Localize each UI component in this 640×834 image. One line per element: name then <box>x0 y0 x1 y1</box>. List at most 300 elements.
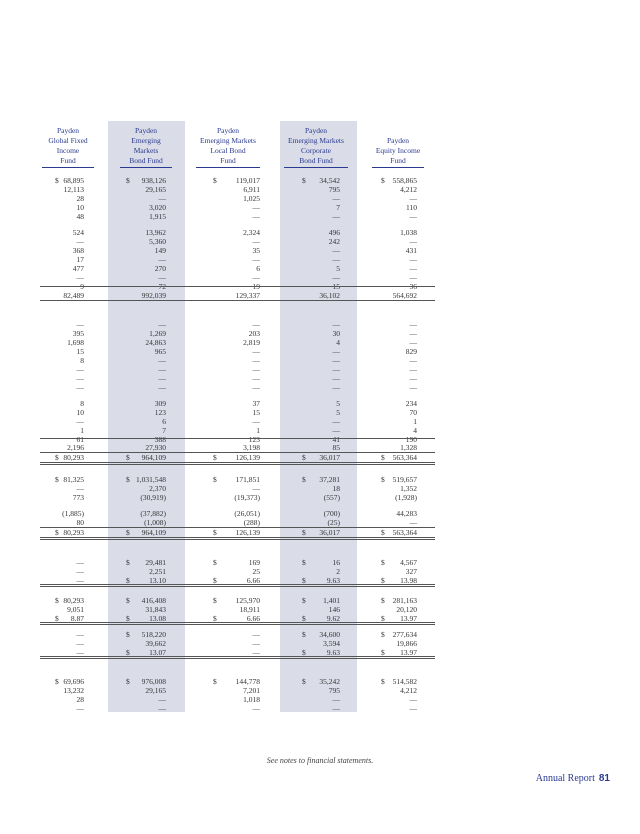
table-cell: 938,126 <box>141 176 166 185</box>
table-cell: 20,120 <box>396 605 417 614</box>
table-cell: — <box>409 273 417 282</box>
currency-symbol: $ <box>126 176 130 185</box>
currency-symbol: $ <box>126 475 130 484</box>
table-cell: 3,198 <box>243 443 260 452</box>
table-row <box>0 695 640 704</box>
table-cell: 1,025 <box>243 194 260 203</box>
table-row <box>0 228 640 237</box>
table-cell: — <box>332 246 340 255</box>
table-cell: 368 <box>72 246 84 255</box>
total-rule <box>40 452 435 453</box>
currency-symbol: $ <box>213 453 217 462</box>
table-cell: — <box>252 365 260 374</box>
table-cell: 5,360 <box>149 237 166 246</box>
table-row <box>0 528 640 537</box>
currency-symbol: $ <box>126 576 130 585</box>
currency-symbol: $ <box>302 475 306 484</box>
double-rule <box>40 537 435 540</box>
table-cell: 123 <box>154 408 166 417</box>
table-row <box>0 639 640 648</box>
table-cell: 39,662 <box>145 639 166 648</box>
table-row <box>0 426 640 435</box>
table-cell: 37 <box>252 399 260 408</box>
table-cell: 190 <box>405 435 417 444</box>
table-cell: — <box>332 320 340 329</box>
table-cell: 795 <box>328 686 340 695</box>
table-row <box>0 408 640 417</box>
table-cell: (700) <box>323 509 340 518</box>
table-cell: 2 <box>336 567 340 576</box>
table-cell: — <box>252 356 260 365</box>
table-row <box>0 567 640 576</box>
table-cell: — <box>252 212 260 221</box>
table-cell: — <box>158 695 166 704</box>
table-cell: — <box>158 374 166 383</box>
currency-symbol: $ <box>302 648 306 657</box>
table-cell: — <box>252 203 260 212</box>
currency-symbol: $ <box>381 453 385 462</box>
table-cell: 4 <box>413 426 417 435</box>
currency-symbol: $ <box>126 528 130 537</box>
table-cell: 965 <box>154 347 166 356</box>
currency-symbol: $ <box>381 614 385 623</box>
table-cell: 6 <box>162 417 166 426</box>
table-cell: — <box>158 320 166 329</box>
table-cell: 41 <box>332 435 340 444</box>
table-cell: — <box>252 639 260 648</box>
table-cell: 169 <box>248 558 260 567</box>
table-cell: 388 <box>154 435 166 444</box>
table-row <box>0 374 640 383</box>
table-row <box>0 255 640 264</box>
table-cell: 4,567 <box>400 558 417 567</box>
currency-symbol: $ <box>302 453 306 462</box>
table-cell: 563,364 <box>392 528 417 537</box>
table-cell: 16 <box>332 558 340 567</box>
table-cell: — <box>332 347 340 356</box>
table-cell: 992,039 <box>141 291 166 300</box>
table-cell: 242 <box>328 237 340 246</box>
table-cell: — <box>332 426 340 435</box>
header-line: Emerging <box>131 136 161 145</box>
table-row <box>0 329 640 338</box>
currency-symbol: $ <box>302 528 306 537</box>
table-cell: 24,863 <box>145 338 166 347</box>
table-cell: 8 <box>80 356 84 365</box>
header-line: Equity Income <box>375 146 421 155</box>
table-cell: 8 <box>80 399 84 408</box>
table-cell: 3,594 <box>323 639 340 648</box>
table-row <box>0 356 640 365</box>
table-cell: — <box>252 320 260 329</box>
table-cell: 524 <box>72 228 84 237</box>
table-cell: — <box>76 558 84 567</box>
table-cell: 80,293 <box>63 596 84 605</box>
table-row <box>0 484 640 493</box>
table-cell: — <box>76 484 84 493</box>
table-cell: — <box>76 639 84 648</box>
table-cell: — <box>332 695 340 704</box>
double-rule <box>40 462 435 465</box>
table-row <box>0 596 640 605</box>
table-cell: — <box>158 273 166 282</box>
table-cell: 129,337 <box>235 291 260 300</box>
table-cell: — <box>409 383 417 392</box>
column-header-5 <box>358 136 438 166</box>
table-cell: 19,866 <box>396 639 417 648</box>
table-cell: 119,017 <box>235 176 260 185</box>
table-cell: 85 <box>332 443 340 452</box>
table-cell: 13.07 <box>149 648 166 657</box>
total-rule <box>40 300 435 301</box>
table-cell: 327 <box>405 567 417 576</box>
table-cell: — <box>158 255 166 264</box>
table-row <box>0 453 640 462</box>
table-row <box>0 347 640 356</box>
table-row <box>0 212 640 221</box>
table-cell: 8.87 <box>70 614 84 623</box>
currency-symbol: $ <box>55 677 59 686</box>
table-row <box>0 417 640 426</box>
currency-symbol: $ <box>381 648 385 657</box>
table-cell: 976,008 <box>141 677 166 686</box>
table-cell: — <box>76 704 84 713</box>
table-cell: 36,102 <box>319 291 340 300</box>
table-cell: — <box>76 383 84 392</box>
table-cell: (26,051) <box>234 509 260 518</box>
header-underline <box>372 167 424 168</box>
table-cell: 17 <box>76 255 84 264</box>
table-row <box>0 630 640 639</box>
table-cell: 964,109 <box>141 528 166 537</box>
table-cell: 5 <box>336 399 340 408</box>
table-cell: 1,018 <box>243 695 260 704</box>
table-cell: 9 <box>80 282 84 291</box>
table-cell: 6,911 <box>243 185 260 194</box>
table-cell: 15 <box>76 347 84 356</box>
header-line: Bond Fund <box>129 156 163 165</box>
table-cell: 12,113 <box>63 185 84 194</box>
table-cell: (37,882) <box>140 509 166 518</box>
table-cell: — <box>252 374 260 383</box>
table-cell: — <box>409 365 417 374</box>
table-cell: 25 <box>252 567 260 576</box>
currency-symbol: $ <box>55 596 59 605</box>
table-cell: 1,915 <box>149 212 166 221</box>
table-cell: 28 <box>76 695 84 704</box>
table-cell: 4,212 <box>400 185 417 194</box>
table-cell: — <box>409 518 417 527</box>
currency-symbol: $ <box>302 558 306 567</box>
table-row <box>0 246 640 255</box>
currency-symbol: $ <box>213 576 217 585</box>
table-cell: — <box>409 704 417 713</box>
table-cell: — <box>332 194 340 203</box>
table-cell: 496 <box>328 228 340 237</box>
table-cell: 795 <box>328 185 340 194</box>
currency-symbol: $ <box>126 453 130 462</box>
table-cell: — <box>332 704 340 713</box>
table-cell: — <box>252 704 260 713</box>
column-header-3 <box>188 126 268 166</box>
table-cell: 10 <box>76 203 84 212</box>
table-cell: — <box>158 365 166 374</box>
table-cell: — <box>76 648 84 657</box>
table-cell: 34,600 <box>319 630 340 639</box>
table-cell: 18,911 <box>239 605 260 614</box>
table-cell: 1 <box>413 417 417 426</box>
table-cell: 13.97 <box>400 648 417 657</box>
table-cell: 558,865 <box>392 176 417 185</box>
table-cell: (25) <box>327 518 340 527</box>
table-cell: 6.66 <box>246 614 260 623</box>
header-underline <box>196 167 260 168</box>
table-cell: 234 <box>405 399 417 408</box>
table-cell: 13.98 <box>400 576 417 585</box>
table-cell: 1,038 <box>400 228 417 237</box>
table-cell: 15 <box>332 282 340 291</box>
currency-symbol: $ <box>55 614 59 623</box>
currency-symbol: $ <box>302 677 306 686</box>
header-line: Payden <box>134 126 158 135</box>
header-line: Emerging Markets <box>200 136 256 145</box>
table-cell: — <box>409 356 417 365</box>
table-cell: 80,293 <box>63 528 84 537</box>
currency-symbol: $ <box>381 576 385 585</box>
table-cell: 416,408 <box>141 596 166 605</box>
table-cell: 13,232 <box>63 686 84 695</box>
header-line: Fund <box>60 156 76 165</box>
table-cell: 149 <box>154 246 166 255</box>
double-rule <box>40 584 435 587</box>
table-cell: 19 <box>252 282 260 291</box>
page-number: 81 <box>598 773 610 784</box>
table-row <box>0 365 640 374</box>
currency-symbol: $ <box>126 596 130 605</box>
table-cell: 1,269 <box>149 329 166 338</box>
currency-symbol: $ <box>381 176 385 185</box>
currency-symbol: $ <box>381 528 385 537</box>
header-line: Payden <box>386 136 410 145</box>
table-cell: (30,919) <box>140 493 166 502</box>
currency-symbol: $ <box>213 596 217 605</box>
table-cell: 36 <box>409 282 417 291</box>
table-cell: 144,778 <box>235 677 260 686</box>
table-cell: (288) <box>243 518 260 527</box>
currency-symbol: $ <box>213 176 217 185</box>
table-row <box>0 203 640 212</box>
table-row <box>0 558 640 567</box>
page-footer <box>536 773 610 784</box>
table-cell: (19,373) <box>234 493 260 502</box>
table-cell: — <box>252 273 260 282</box>
table-cell: 519,657 <box>392 475 417 484</box>
table-cell: — <box>76 576 84 585</box>
table-cell: 9,051 <box>67 605 84 614</box>
table-cell: 29,165 <box>145 185 166 194</box>
table-cell: — <box>76 273 84 282</box>
footnote: See notes to financial statements. <box>266 756 374 765</box>
footer-title: Annual Report <box>535 773 595 784</box>
table-cell: 564,692 <box>392 291 417 300</box>
table-cell: 82,489 <box>63 291 84 300</box>
table-cell: (1,885) <box>62 509 84 518</box>
table-cell: 1,698 <box>67 338 84 347</box>
table-cell: — <box>409 237 417 246</box>
table-cell: — <box>158 356 166 365</box>
currency-symbol: $ <box>213 614 217 623</box>
table-cell: — <box>252 417 260 426</box>
currency-symbol: $ <box>381 677 385 686</box>
table-cell: 2,819 <box>243 338 260 347</box>
table-cell: 7,201 <box>243 686 260 695</box>
table-cell: 3,020 <box>149 203 166 212</box>
table-cell: — <box>332 356 340 365</box>
table-row <box>0 509 640 518</box>
table-cell: — <box>76 237 84 246</box>
table-cell: — <box>252 383 260 392</box>
table-cell: 35 <box>252 246 260 255</box>
table-cell: — <box>332 212 340 221</box>
table-row <box>0 194 640 203</box>
table-cell: — <box>409 264 417 273</box>
table-cell: 7 <box>162 426 166 435</box>
table-cell: 9.62 <box>326 614 340 623</box>
currency-symbol: $ <box>55 475 59 484</box>
table-cell: 13.10 <box>149 576 166 585</box>
table-cell: — <box>158 704 166 713</box>
table-cell: 80,293 <box>63 453 84 462</box>
currency-symbol: $ <box>302 596 306 605</box>
currency-symbol: $ <box>381 475 385 484</box>
table-cell: 2,196 <box>67 443 84 452</box>
table-row <box>0 475 640 484</box>
table-cell: 6 <box>256 264 260 273</box>
table-cell: 1,401 <box>323 596 340 605</box>
table-row <box>0 176 640 185</box>
table-cell: — <box>252 255 260 264</box>
table-row <box>0 273 640 282</box>
table-row <box>0 185 640 194</box>
header-line: Payden <box>304 126 328 135</box>
table-row <box>0 493 640 502</box>
table-cell: 9.63 <box>326 576 340 585</box>
table-cell: 70 <box>409 408 417 417</box>
header-line: Corporate <box>301 146 331 155</box>
currency-symbol: $ <box>55 176 59 185</box>
table-cell: — <box>332 273 340 282</box>
table-row <box>0 605 640 614</box>
table-cell: 13.08 <box>149 614 166 623</box>
table-rule <box>40 438 435 439</box>
header-line: Emerging Markets <box>288 136 344 145</box>
table-row <box>0 677 640 686</box>
table-row <box>0 338 640 347</box>
currency-symbol: $ <box>302 576 306 585</box>
table-cell: 15 <box>252 408 260 417</box>
table-cell: 2,324 <box>243 228 260 237</box>
currency-symbol: $ <box>302 630 306 639</box>
currency-symbol: $ <box>213 528 217 537</box>
table-cell: 6.66 <box>246 576 260 585</box>
total-rule <box>40 527 435 528</box>
table-cell: 28 <box>76 194 84 203</box>
table-cell: 5 <box>336 264 340 273</box>
table-row <box>0 399 640 408</box>
table-cell: 281,163 <box>392 596 417 605</box>
currency-symbol: $ <box>126 558 130 567</box>
table-cell: 395 <box>72 329 84 338</box>
header-line: Income <box>56 146 80 155</box>
currency-symbol: $ <box>126 630 130 639</box>
header-underline <box>120 167 172 168</box>
table-row <box>0 443 640 452</box>
header-underline <box>42 167 94 168</box>
table-cell: — <box>332 374 340 383</box>
table-cell: (557) <box>323 493 340 502</box>
table-cell: 431 <box>405 246 417 255</box>
table-cell: 2,370 <box>149 484 166 493</box>
header-line: Local Bond <box>210 146 246 155</box>
table-cell: 277,634 <box>392 630 417 639</box>
table-cell: 30 <box>332 329 340 338</box>
table-cell: 27,930 <box>145 443 166 452</box>
table-cell: — <box>76 417 84 426</box>
table-cell: 7 <box>336 203 340 212</box>
table-cell: 123 <box>248 435 260 444</box>
table-cell: 126,139 <box>235 453 260 462</box>
table-cell: — <box>252 484 260 493</box>
table-cell: 29,165 <box>145 686 166 695</box>
table-cell: 110 <box>406 203 417 212</box>
table-row <box>0 518 640 527</box>
column-header-4 <box>276 126 356 166</box>
table-row <box>0 704 640 713</box>
table-cell: — <box>409 374 417 383</box>
currency-symbol: $ <box>381 630 385 639</box>
table-cell: — <box>409 194 417 203</box>
table-cell: 13,962 <box>145 228 166 237</box>
table-cell: 72 <box>158 282 166 291</box>
currency-symbol: $ <box>126 648 130 657</box>
table-cell: — <box>252 347 260 356</box>
header-line: Fund <box>220 156 236 165</box>
table-cell: — <box>76 320 84 329</box>
table-cell: 518,220 <box>141 630 166 639</box>
table-cell: 514,582 <box>392 677 417 686</box>
table-cell: — <box>409 255 417 264</box>
table-cell: 1 <box>256 426 260 435</box>
table-cell: 10 <box>76 408 84 417</box>
table-cell: 125,970 <box>235 596 260 605</box>
table-cell: 1 <box>80 426 84 435</box>
table-cell: 34,542 <box>319 176 340 185</box>
table-cell: — <box>332 417 340 426</box>
currency-symbol: $ <box>126 614 130 623</box>
table-row <box>0 291 640 300</box>
header-line: Fund <box>390 156 406 165</box>
table-cell: 563,364 <box>392 453 417 462</box>
table-cell: — <box>409 320 417 329</box>
table-cell: — <box>252 237 260 246</box>
table-cell: — <box>332 365 340 374</box>
header-line: Bond Fund <box>299 156 333 165</box>
table-cell: — <box>409 338 417 347</box>
table-row <box>0 237 640 246</box>
currency-symbol: $ <box>213 558 217 567</box>
currency-symbol: $ <box>213 677 217 686</box>
header-line: Global Fixed <box>48 136 88 145</box>
